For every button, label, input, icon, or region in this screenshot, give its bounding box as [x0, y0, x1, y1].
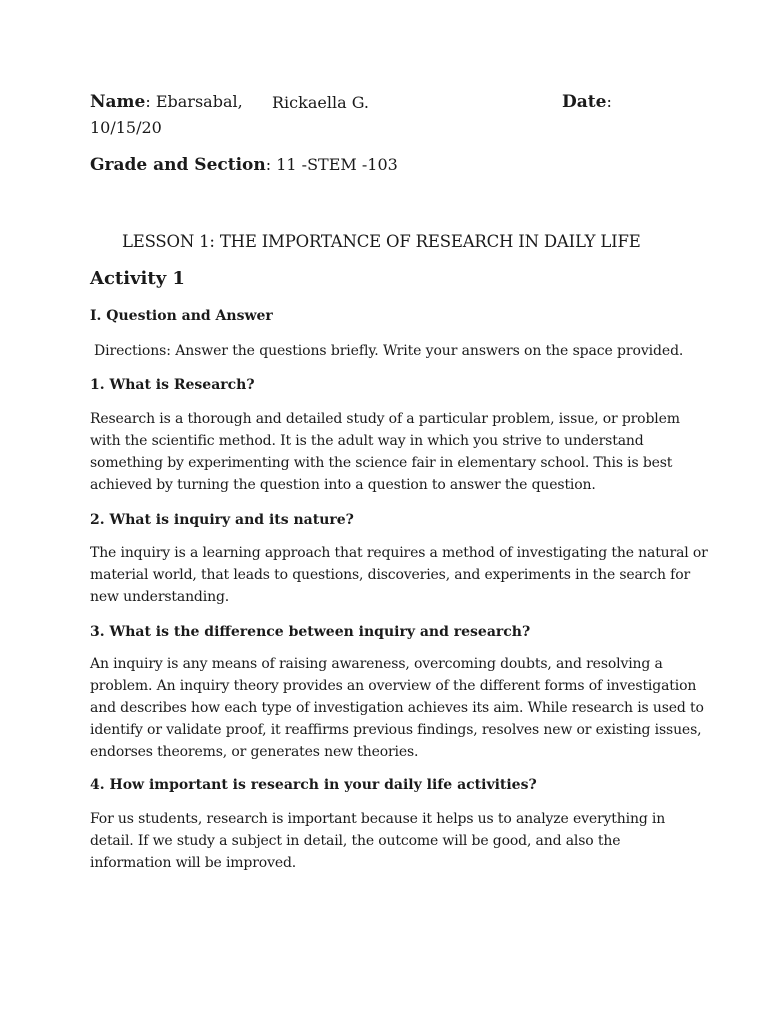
name-given: Rickaella G. [272, 93, 369, 112]
answer-line: problem. An inquiry theory provides an overview of the different forms of investigation [90, 678, 697, 694]
question-2: 2. What is inquiry and its nature? [90, 512, 354, 528]
answer-line: For us students, research is important because it helps us to analyze everything in [90, 811, 666, 827]
answer-line: material world, that leads to questions, discoveries, and experiments in the search for [90, 567, 691, 583]
answer-line: endorses theorems, or generates new theories. [90, 744, 419, 760]
question-3: 3. What is the difference between inquiry and research? [90, 624, 531, 640]
name-surname: : Ebarsabal, [145, 92, 243, 111]
answer-line: something by experimenting with the science fair in elementary school. This is best [90, 455, 673, 471]
grade-row [90, 155, 398, 175]
answer-line: with the scientific method. It is the adult way in which you strive to understand [90, 433, 644, 449]
answer-line: An inquiry is any means of raising awareness, overcoming doubts, and resolving a [90, 656, 663, 672]
question-1: 1. What is Research? [90, 377, 255, 393]
answer-line: Research is a thorough and detailed study of a particular problem, issue, or problem [90, 411, 680, 427]
name-label: Name [90, 92, 146, 112]
answer-1 [90, 408, 680, 496]
answer-line: new understanding. [90, 589, 230, 605]
answer-line: and describes how each type of investigation achieves its aim. While research is used to [90, 700, 704, 716]
date-colon: : [606, 92, 612, 111]
date-row [562, 92, 612, 112]
lesson-title: LESSON 1: THE IMPORTANCE OF RESEARCH IN DAILY LIFE [122, 232, 641, 251]
section-title: I. Question and Answer [90, 308, 273, 324]
answer-line: detail. If we study a subject in detail, the outcome will be good, and also the [90, 833, 621, 849]
grade-value: : 11 -STEM -103 [265, 155, 398, 174]
date-value: 10/15/20 [90, 118, 162, 137]
answer-4 [90, 808, 665, 874]
answer-line: information will be improved. [90, 855, 297, 871]
answer-line: The inquiry is a learning approach that requires a method of investigating the natural or [90, 545, 708, 561]
directions-text: Directions: Answer the questions briefly. Write your answers on the space provided. [94, 343, 684, 359]
answer-line: identify or validate proof, it reaffirms previous findings, resolves new or existing issues, [90, 722, 702, 738]
activity-title: Activity 1 [90, 268, 185, 289]
answer-3 [90, 653, 704, 763]
question-4: 4. How important is research in your daily life activities? [90, 777, 537, 793]
answer-2 [90, 542, 708, 608]
date-label: Date [562, 92, 607, 112]
name-row [90, 92, 243, 112]
grade-label: Grade and Section [90, 155, 266, 175]
answer-line: achieved by turning the question into a question to answer the question. [90, 477, 596, 493]
